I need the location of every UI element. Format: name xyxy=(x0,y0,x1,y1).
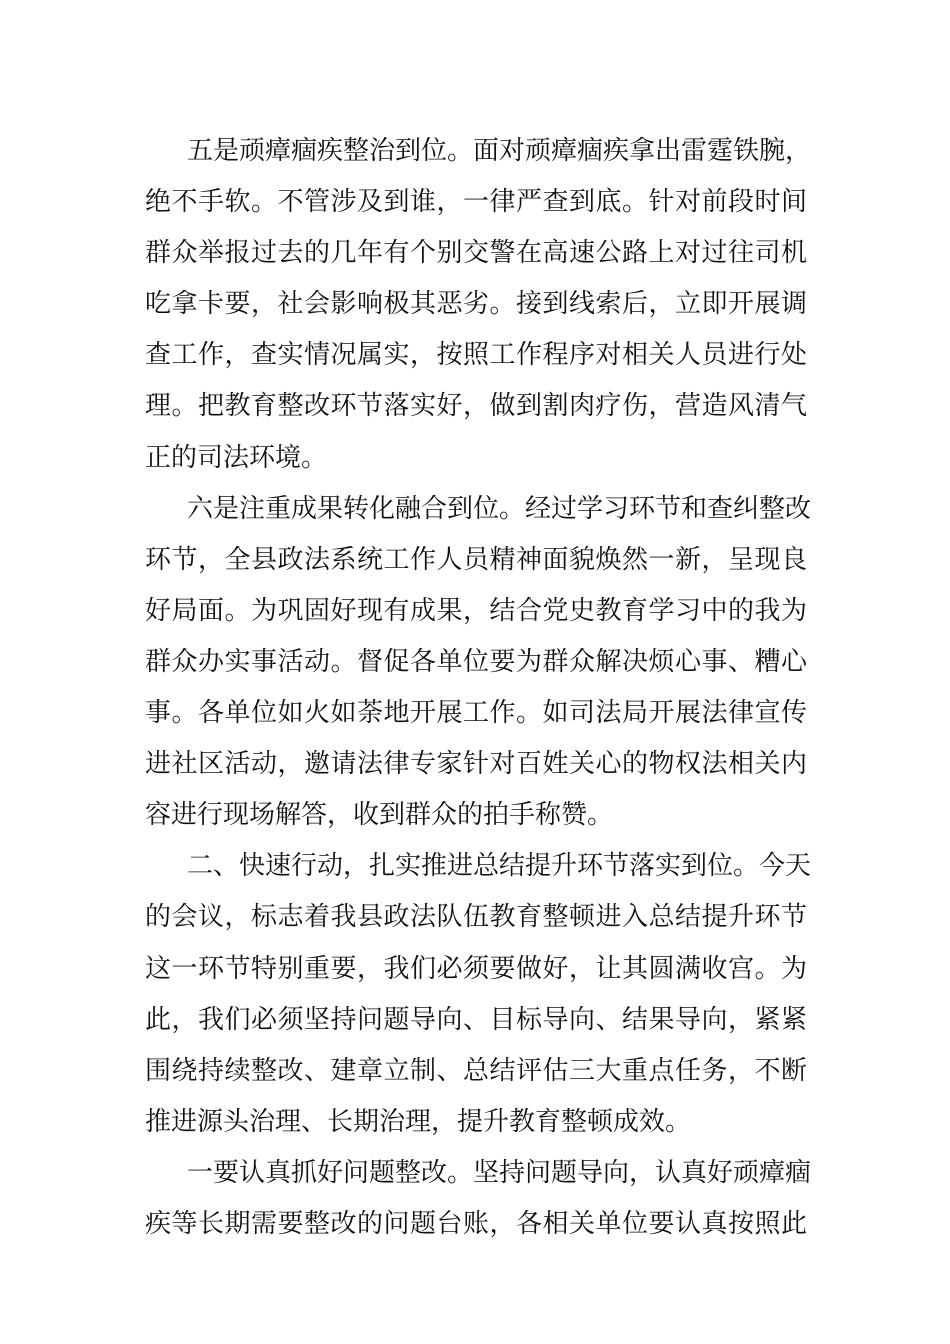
text-line: 二、快速行动，扎实推进总结提升环节落实到位。今天 xyxy=(187,851,812,882)
text-line: 环节，全县政法系统工作人员精神面貌焕然一新，呈现良 xyxy=(145,544,807,575)
text-line: 绝不手软。不管涉及到谁，一律严查到底。针对前段时间 xyxy=(145,187,807,218)
text-line: 这一环节特别重要，我们必须要做好，让其圆满收宫。为 xyxy=(145,953,807,984)
text-line: 五是顽瘴痼疾整治到位。面对顽瘴痼疾拿出雷霆铁腕， xyxy=(187,136,812,166)
text-line: 容进行现场解答，收到群众的拍手称赞。 xyxy=(145,800,614,831)
paragraph xyxy=(145,484,812,842)
paragraph xyxy=(145,126,812,484)
paragraph xyxy=(145,1148,812,1250)
text-line: 进社区活动，邀请法律专家针对百姓关心的物权法相关内 xyxy=(145,749,807,780)
document-body xyxy=(145,126,812,1250)
text-line: 正的司法环境。 xyxy=(145,442,328,473)
text-line: 此，我们必须坚持问题导向、目标导向、结果导向，紧紧 xyxy=(145,1004,807,1035)
text-line: 吃拿卡要，社会影响极其恶劣。接到线索后，立即开展调 xyxy=(145,289,807,320)
text-line: 的会议，标志着我县政法队伍教育整顿进入总结提升环节 xyxy=(145,902,807,933)
text-line: 疾等长期需要整改的问题台账，各相关单位要认真按照此 xyxy=(145,1208,807,1239)
text-line: 一要认真抓好问题整改。坚持问题导向，认真好顽瘴痼 xyxy=(187,1157,812,1188)
text-line: 群众办实事活动。督促各单位要为群众解决烦心事、糟心 xyxy=(145,646,807,677)
text-line: 群众举报过去的几年有个别交警在高速公路上对过往司机 xyxy=(145,238,807,269)
text-line: 六是注重成果转化融合到位。经过学习环节和查纠整改 xyxy=(187,493,812,524)
text-line: 推进源头治理、长期治理，提升教育整顿成效。 xyxy=(145,1106,692,1137)
text-line: 事。各单位如火如荼地开展工作。如司法局开展法律宣传 xyxy=(145,698,807,729)
text-line: 围绕持续整改、建章立制、总结评估三大重点任务，不断 xyxy=(145,1055,807,1086)
paragraph xyxy=(145,841,812,1148)
text-line: 好局面。为巩固好现有成果，结合党史教育学习中的我为 xyxy=(145,595,807,626)
text-line: 查工作，查实情况属实，按照工作程序对相关人员进行处 xyxy=(145,340,807,371)
text-line: 理。把教育整改环节落实好，做到割肉疗伤，营造风清气 xyxy=(145,391,807,422)
